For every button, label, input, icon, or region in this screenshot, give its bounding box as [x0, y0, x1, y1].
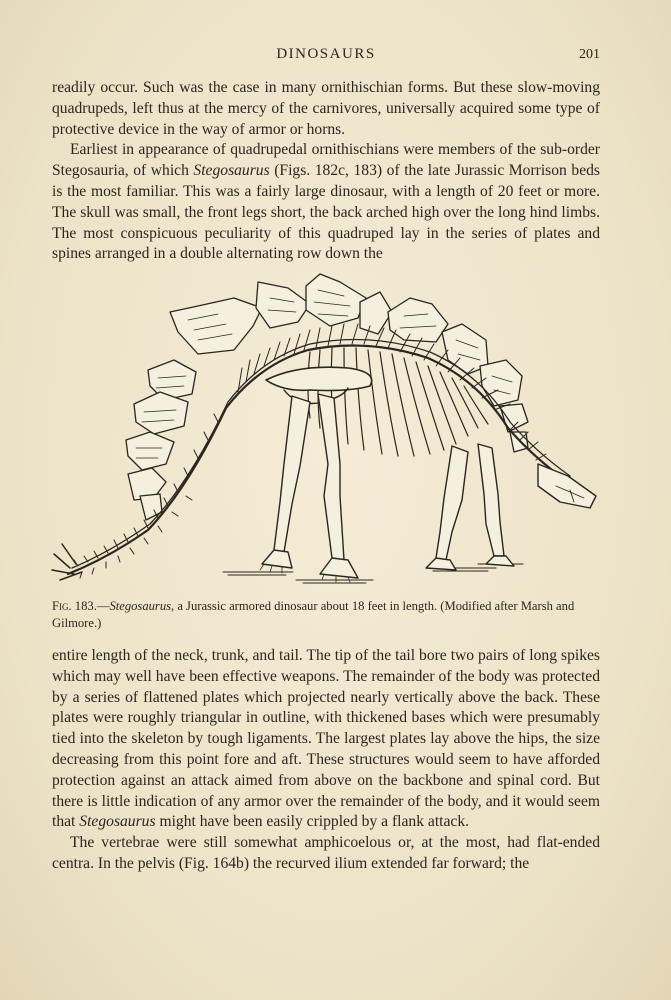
ground-shadow: [223, 564, 523, 583]
paragraph-1: readily occur. Such was the case in many ornithischian forms. But these slow-moving quadrupeds, left thus at the mercy of the carnivores, universally acquired some type of protective device in the way of armor or horns.: [52, 79, 600, 138]
paragraph-3-text-a: entire length of the neck, trunk, and tail. The tip of the tail bore two pairs of long spikes which may well have been effective weapons. The remainder of the body was protected by a series of flattened plates which projected nearly vertically above the back. These plates were roughly triangular in outline, with thickened bases which were presumably tied into the skeleton by tough ligaments. The largest plates lay above the hips, the size decreasing from this point fore and aft. These structures would seem to have afforded protection against an attack aimed from above on the backbone and spinal cord. But there is little indication of any armor over the remainder of the body, and it would seem that: [52, 647, 600, 831]
skull: [538, 464, 596, 508]
paragraph-3: [52, 646, 600, 833]
figure-label: Fig. 183.: [52, 599, 97, 613]
caption-genus: Stegosaurus: [109, 599, 172, 613]
paragraph-2-text-b: (Figs. 182c, 183) of the late Jurassic Morrison beds is the most familiar. This was a fairly large dinosaur, with a length of 20 feet or more. The skull was small, the front legs short, the back arched high over the long hind limbs. The most conspicuous peculiarity of this quadruped lay in the series of plates and spines arranged in a double alternating row down the: [52, 162, 600, 263]
running-title: DINOSAURS: [276, 46, 376, 62]
hind-legs: [262, 394, 358, 578]
paragraph-3-text-b: might have been easily crippled by a flank attack.: [155, 813, 470, 831]
ilium: [266, 367, 372, 390]
stegosaurus-skeleton-illustration: [48, 268, 604, 590]
genus-name: Stegosaurus: [193, 162, 270, 180]
caption-text: , a Jurassic armored dinosaur about 18 feet in length. (Modified after Marsh and Gilmore.): [52, 599, 575, 630]
body-text-top: [52, 78, 600, 265]
figure-caption: Fig. 183.—Stegosaurus, a Jurassic armored dinosaur about 18 feet in length. (Modified after Marsh and Gilmore.): [52, 599, 575, 630]
front-legs: [426, 444, 514, 570]
body-text-bottom: [52, 646, 600, 875]
paragraph-3-genus: Stegosaurus: [79, 813, 156, 831]
page-number: 201: [579, 47, 600, 62]
paragraph-2: [52, 140, 600, 265]
running-head: [52, 46, 600, 68]
paragraph-4: The vertebrae were still somewhat amphicoelous or, at the most, had flat-ended centra. In the pelvis (Fig. 164b) the recurved ilium extended far forward; the: [52, 834, 600, 872]
stegosaurus-skeleton-figure: [48, 268, 604, 590]
tail-spikes: [52, 544, 82, 580]
paragraph-2-text-a: Earliest in appearance of quadrupedal ornithischians were members of the sub-order Stegosauria, of which: [52, 141, 600, 180]
